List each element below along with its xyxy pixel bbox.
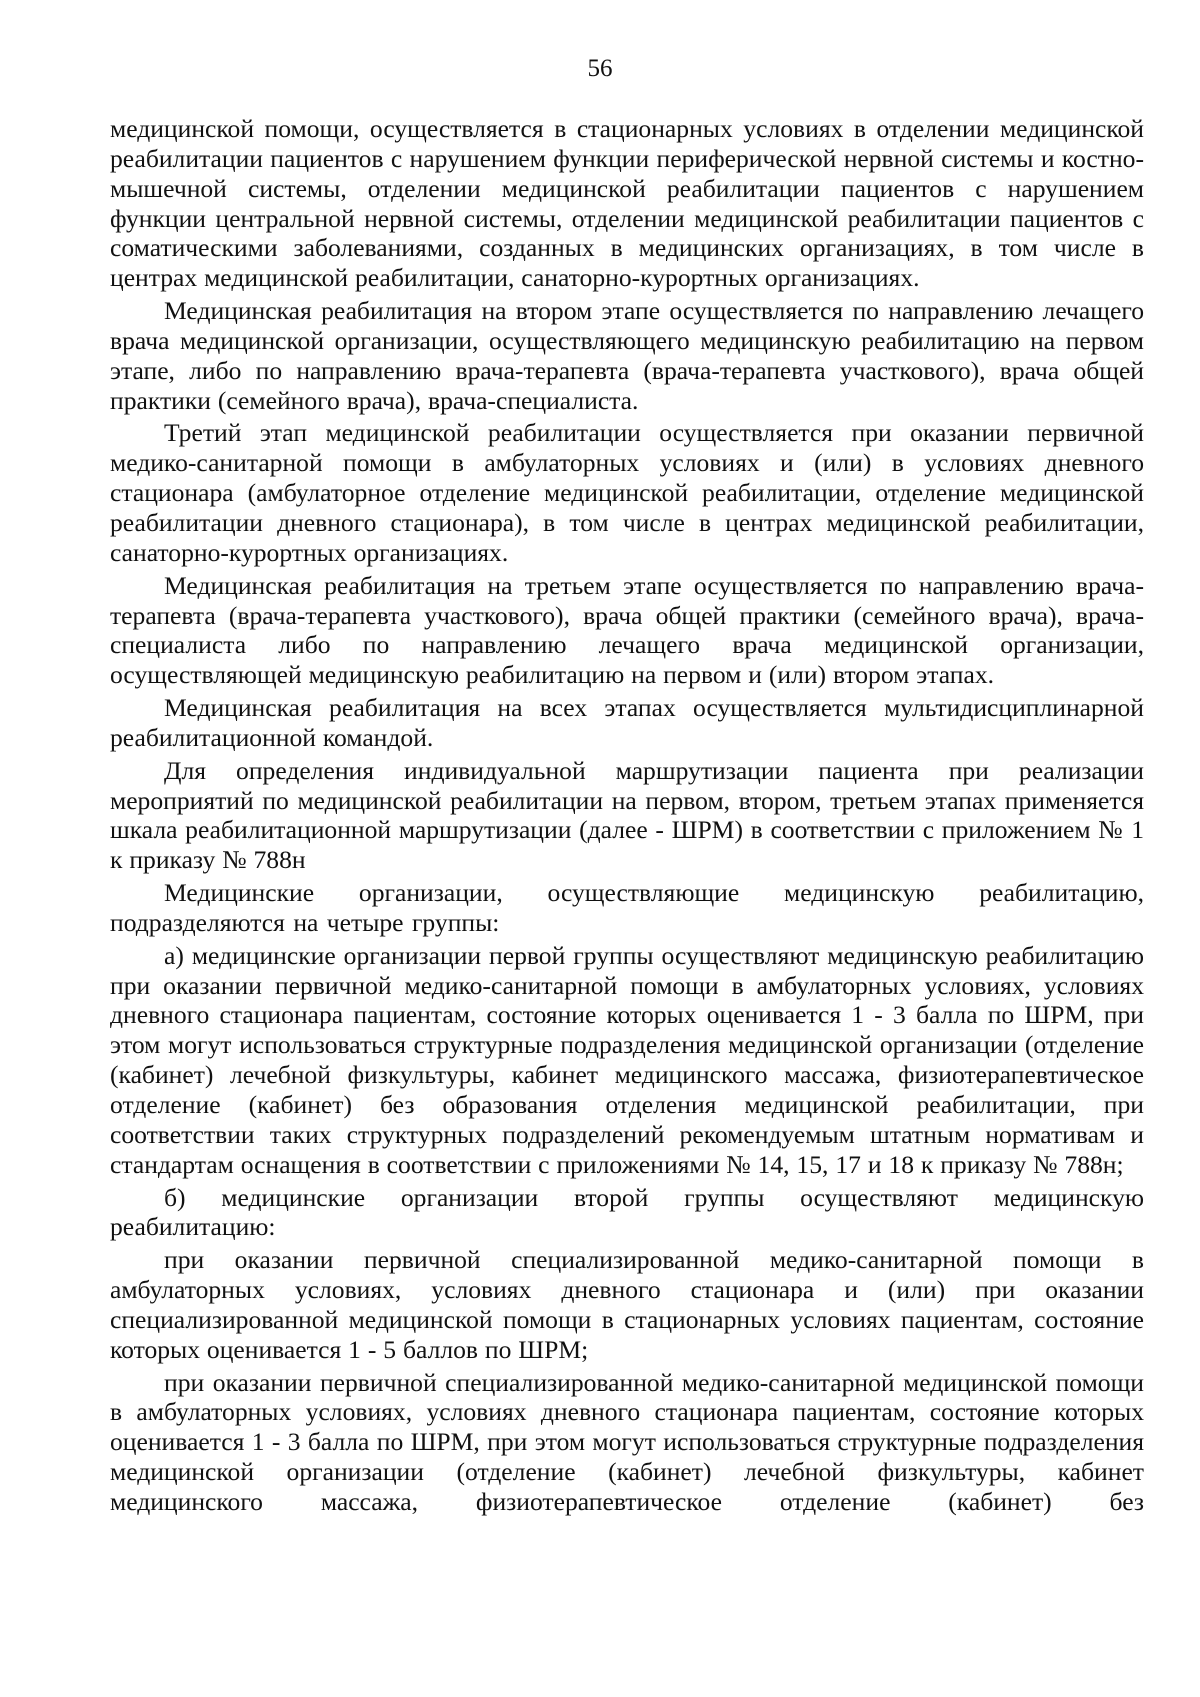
- page-number: 56: [587, 55, 613, 82]
- paragraph-group-two-primary-care: при оказании первичной специализированной медико-санитарной медицинской помощи в амбулаторных условиях, условиях дневного стационара пациентам, состояние которых оценивается 1 - 3 балла по ШРМ, при этом могут использоваться структурные подразделения медицинской организации (отделение (кабинет) лечебной физкультуры, кабинет медицинского массажа, физиотерапевтическое отделение (кабинет) без: [110, 1367, 1144, 1516]
- paragraph-group-one: а) медицинские организации первой группы осуществляют медицинскую реабилитацию при оказании первичной медико-санитарной помощи в амбулаторных условиях, условиях дневного стационара пациентам, состояние которых оценивается 1 - 3 балла по ШРМ, при этом могут использоваться структурные подразделения медицинской организации (отделение (кабинет) лечебной физкультуры, кабинет медицинского массажа, физиотерапевтическое отделение (кабинет) без образования отделения медицинской реабилитации, при соответствии таких структурных подразделений рекомендуемым штатным нормативам и стандартам оснащения в соответствии с приложениями № 14, 15, 17 и 18 к приказу № 788н;: [110, 940, 1144, 1179]
- paragraph-routing-scale: Для определения индивидуальной маршрутизации пациента при реализации мероприятий по медицинской реабилитации на первом, втором, третьем этапах применяется шкала реабилитационной маршрутизации (далее - ШРМ) в соответствии с приложением № 1 к приказу № 788н: [110, 755, 1144, 875]
- paragraph-group-two: б) медицинские организации второй группы осуществляют медицинскую реабилитацию:: [110, 1182, 1144, 1242]
- paragraph-second-stage-referral: Медицинская реабилитация на втором этапе осуществляется по направлению лечащего врача медицинской организации, осуществляющего медицинскую реабилитацию на первом этапе, либо по направлению врача-терапевта (врача-терапевта участкового), врача общей практики (семейного врача), врача-специалиста.: [110, 296, 1144, 415]
- paragraph-third-stage-referral: Медицинская реабилитация на третьем этапе осуществляется по направлению врача-терапевта (врача-терапевта участкового), врача общей практики (семейного врача), врача-специалиста либо по направлению лечащего врача медицинской организации, осуществляющей медицинскую реабилитацию на первом и (или) втором этапах.: [110, 570, 1144, 690]
- paragraph-third-stage: Третий этап медицинской реабилитации осуществляется при оказании первичной медико-санитарной помощи в амбулаторных условиях и (или) в условиях дневного стационара (амбулаторное отделение медицинской реабилитации, отделение медицинской реабилитации дневного стационара), в том числе в центрах медицинской реабилитации, санаторно-курортных организациях.: [110, 418, 1144, 567]
- document-body: [110, 114, 1144, 1517]
- paragraph-group-two-specialized-care: при оказании первичной специализированной медико-санитарной помощи в амбулаторных условиях, условиях дневного стационара и (или) при оказании специализированной медицинской помощи в стационарных условиях пациентам, состояние которых оценивается 1 - 5 баллов по ШРМ;: [110, 1245, 1144, 1364]
- paragraph-multidisciplinary-team: Медицинская реабилитация на всех этапах осуществляется мультидисциплинарной реабилитационной командой.: [110, 693, 1144, 752]
- paragraph-four-groups: Медицинские организации, осуществляющие медицинскую реабилитацию, подразделяются на четыре группы:: [110, 878, 1144, 937]
- paragraph-inpatient-stage-one: медицинской помощи, осуществляется в стационарных условиях в отделении медицинской реабилитации пациентов с нарушением функции периферической нервной системы и костно-мышечной системы, отделении медицинской реабилитации пациентов с нарушением функции центральной нервной системы, отделении медицинской реабилитации пациентов с соматическими заболеваниями, созданных в медицинских организациях, в том числе в центрах медицинской реабилитации, санаторно-курортных организациях.: [110, 114, 1144, 293]
